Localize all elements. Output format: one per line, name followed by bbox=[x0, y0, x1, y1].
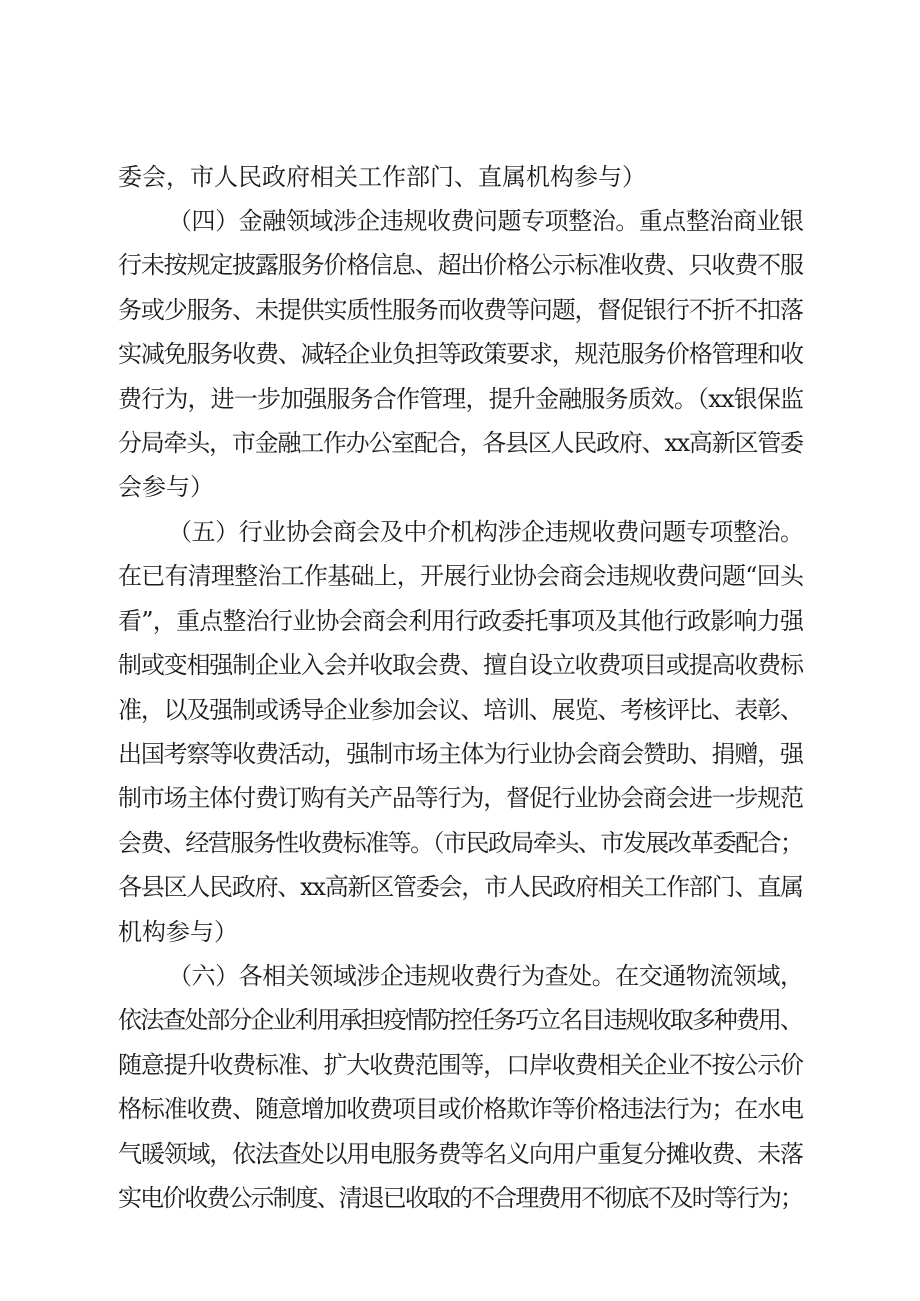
text-line bbox=[0, 1043, 920, 1087]
text-line bbox=[0, 243, 920, 287]
line-text: 随意提升收费标准、扩大收费范围等，口岸收费相关企业不按公示价 bbox=[118, 1051, 803, 1079]
text-line bbox=[0, 1087, 920, 1131]
paragraph-heading-6 bbox=[0, 954, 920, 998]
text-line bbox=[0, 865, 920, 909]
line-text: 看”，重点整治行业协会商会利用行政委托事项及其他行政影响力强 bbox=[118, 607, 804, 635]
paragraph-heading-5 bbox=[0, 510, 920, 554]
text-line bbox=[0, 998, 920, 1042]
text-line bbox=[0, 688, 920, 732]
text-line bbox=[0, 1176, 920, 1220]
paragraph-heading-4 bbox=[0, 199, 920, 243]
line-text: 费行为，进一步加强服务合作管理，提升金融服务质效。（xx银保监 bbox=[118, 385, 804, 413]
line-text: 务或少服务、未提供实质性服务而收费等问题，督促银行不折不扣落 bbox=[118, 296, 803, 324]
line-text: 会参与） bbox=[118, 473, 214, 501]
line-text: 会费、经营服务性收费标准等。（市民政局牵头、市发展改革委配合； bbox=[118, 829, 803, 857]
line-text: 行未按规定披露服务价格信息、超出价格公示标准收费、只收费不服 bbox=[118, 251, 803, 279]
text-line bbox=[0, 288, 920, 332]
line-text: （四）金融领域涉企违规收费问题专项整治。重点整治商业银 bbox=[168, 207, 804, 235]
text-line bbox=[0, 332, 920, 376]
line-text: （六）各相关领域涉企违规收费行为查处。在交通物流领域， bbox=[168, 962, 804, 990]
text-line bbox=[0, 910, 920, 954]
text-line bbox=[0, 821, 920, 865]
line-text: 格标准收费、随意增加收费项目或价格欺诈等价格违法行为；在水电 bbox=[118, 1095, 803, 1123]
line-text: 气暖领域，依法查处以用电服务费等名义向用户重复分摊收费、未落 bbox=[118, 1140, 803, 1168]
line-text: 制或变相强制企业入会并收取会费、擅自设立收费项目或提高收费标 bbox=[118, 651, 803, 679]
text-line bbox=[0, 421, 920, 465]
line-text: 实电价收费公示制度、清退已收取的不合理费用不彻底不及时等行为； bbox=[118, 1184, 803, 1212]
line-text: 实减免服务收费、减轻企业负担等政策要求，规范服务价格管理和收 bbox=[118, 340, 803, 368]
line-text: 机构参与） bbox=[118, 918, 238, 946]
line-text: 出国考察等收费活动，强制市场主体为行业协会商会赞助、捐赠，强 bbox=[118, 740, 803, 768]
line-text: 各县区人民政府、xx高新区管委会，市人民政府相关工作部门、直属 bbox=[118, 873, 803, 901]
line-text: 依法查处部分企业利用承担疫情防控任务巧立名目违规收取多种费用、 bbox=[118, 1006, 803, 1034]
text-line bbox=[0, 643, 920, 687]
line-text: 委会，市人民政府相关工作部门、直属机构参与） bbox=[118, 163, 646, 191]
text-line bbox=[0, 599, 920, 643]
line-text: 准，以及强制或诱导企业参加会议、培训、展览、考核评比、表彰、 bbox=[118, 696, 803, 724]
text-line bbox=[0, 776, 920, 820]
line-text: 在已有清理整治工作基础上，开展行业协会商会违规收费问题“回头 bbox=[118, 562, 804, 590]
text-line bbox=[0, 465, 920, 509]
text-line bbox=[0, 554, 920, 598]
text-line bbox=[0, 155, 920, 199]
line-text: 分局牵头，市金融工作办公室配合，各县区人民政府、xx高新区管委 bbox=[118, 429, 803, 457]
text-line bbox=[0, 732, 920, 776]
line-text: （五）行业协会商会及中介机构涉企违规收费问题专项整治。 bbox=[168, 518, 804, 546]
line-text: 制市场主体付费订购有关产品等行为，督促行业协会商会进一步规范 bbox=[118, 784, 803, 812]
text-line bbox=[0, 1132, 920, 1176]
text-line bbox=[0, 377, 920, 421]
